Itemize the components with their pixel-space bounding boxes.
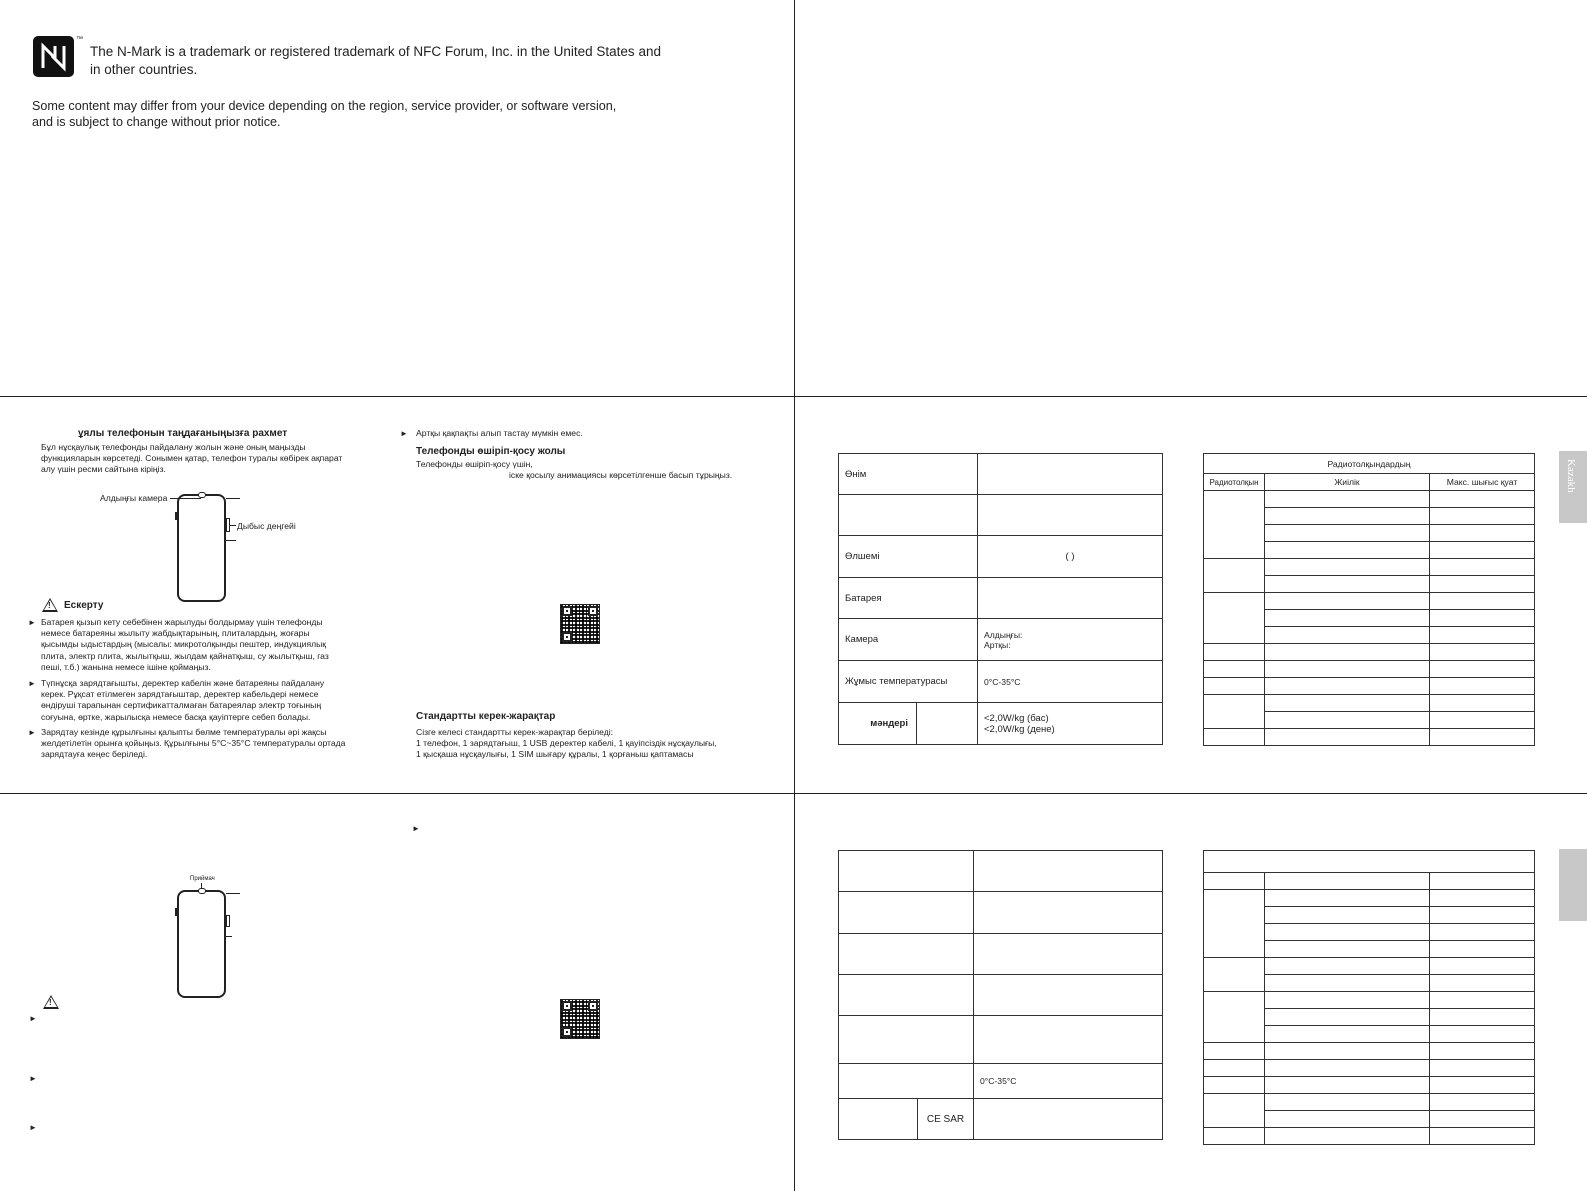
table-row: [839, 934, 1163, 975]
page-divider-horizontal-1: [0, 396, 1587, 397]
table-row: [839, 495, 1163, 536]
table-row: [839, 661, 1163, 703]
nmark-line-1: The N-Mark is a trademark or registered trademark of NFC Forum, Inc. in the United States and: [90, 44, 661, 59]
table-row: [839, 1099, 1163, 1140]
table-row: [839, 851, 1163, 892]
table-row: [1204, 873, 1535, 890]
warning-item: [41, 678, 324, 723]
spec-table: [838, 453, 1163, 745]
accessories-line: Сізге келесі стандартты керек-жарақтар беріледі:: [416, 727, 614, 737]
radio-header: Радиотолқын: [1204, 474, 1265, 491]
spec-value: [978, 495, 1163, 536]
side-slot: [175, 908, 177, 916]
accessories-title: Стандартты керек-жарақтар: [416, 711, 556, 722]
warning-line: Түпнұсқа зарядтағышты, деректер кабелін және батареяны пайдалану: [41, 678, 325, 688]
language-side-tab: [1559, 451, 1587, 523]
radio-header: Макс. шығыс қуат: [1430, 474, 1535, 491]
warning-title: Ескерту: [64, 600, 104, 611]
warning-line: плита, электр плита, жылытқыш, жылдам қайнатқыш, су жылытқыш, газ: [41, 650, 329, 661]
volume-button: [226, 915, 230, 927]
accessories-list: [416, 727, 717, 761]
qr-code: [560, 999, 600, 1039]
warning-item: [41, 617, 329, 673]
nfc-n-mark-logo: [33, 36, 74, 77]
notice-line-2: and is subject to change without prior notice.: [32, 115, 281, 129]
bullet-arrow-icon: ►: [29, 1014, 37, 1023]
nmark-line-2: in other countries.: [90, 62, 198, 77]
bullet-arrow-icon: ►: [29, 1123, 37, 1132]
language-side-tab: [1559, 849, 1587, 921]
spec-label: Өлшемі: [839, 536, 978, 578]
qr-code: [560, 604, 600, 644]
intro-line: Бұл нұсқаулық телефонды пайдалану жолын және оның маңызды: [41, 442, 306, 452]
table-row: [839, 619, 1163, 661]
radio-table: [1203, 850, 1535, 1145]
bullet-arrow-icon: ►: [28, 618, 36, 627]
warning-line: немесе батареяны жылыту жабдықтарының, плиталардың, жоғары: [41, 628, 310, 639]
table-row: [1204, 851, 1535, 873]
page-divider-horizontal-2: [0, 793, 1587, 794]
n-mark-icon: [33, 36, 74, 77]
spec-value: 0°C-35°C: [974, 1064, 1163, 1099]
intro-paragraph: [41, 442, 342, 476]
tm-symbol: ™: [76, 36, 83, 43]
spec-value: <2,0W/kg (бас) <2,0W/kg (дене): [978, 703, 1163, 745]
spec-value: 0°C-35°C: [978, 661, 1163, 703]
thank-you-title: ұялы телефонын таңдағаныңызға рахмет: [78, 428, 288, 439]
notice-line-1: Some content may differ from your device depending on the region, service provider, or software version,: [32, 99, 617, 113]
spec-label: [839, 495, 978, 536]
spec-value: Алдыңғы: Артқы:: [978, 619, 1163, 661]
warning-line: пеші, т.б.) жанына немесе ішіне қоймаңыз.: [41, 661, 211, 672]
receiver-pointer: [201, 883, 202, 889]
spec-value: [978, 578, 1163, 619]
table-row: [839, 536, 1163, 578]
spec-label: Өнім: [839, 454, 978, 495]
onoff-title: Телефонды өшіріп-қосу жолы: [416, 446, 566, 457]
content-notice: [32, 98, 616, 130]
warning-line: өндіруші тарапынан сертификатталмаған батареялар электр тоғының: [41, 700, 322, 711]
warning-line: қысымды ыдыстардың (мысалы: микротолқынды пештер, индукциялық: [41, 639, 327, 650]
phone-diagram: [177, 890, 226, 998]
intro-line: функцияларын көрсетеді. Сонымен қатар, телефон туралы көбірек ақпарат: [41, 453, 343, 464]
warning-item: [41, 727, 345, 761]
power-pointer: [226, 936, 232, 937]
language-tab-label: Kazakh: [1565, 459, 1577, 493]
spec-label: Батарея: [839, 578, 978, 619]
table-row: [839, 578, 1163, 619]
bullet-arrow-icon: ►: [400, 429, 408, 438]
bullet-arrow-icon: ►: [412, 824, 420, 833]
table-row: [839, 454, 1163, 495]
bullet-arrow-icon: ►: [29, 1074, 37, 1083]
spec-value: ( ): [978, 536, 1163, 578]
table-row: [839, 892, 1163, 934]
table-row: [839, 1064, 1163, 1099]
warning-line: Зарядтау кезінде құрылғыны қалыпты бөлме температуралы әрі жақсы: [41, 727, 327, 737]
spec-label: Жұмыс температурасы: [839, 661, 978, 703]
accessories-line: 1 телефон, 1 зарядтағыш, 1 USB деректер кабелі, 1 қауіпсіздік нұсқаулығы,: [416, 738, 717, 749]
warning-line: керек. Рұқсат етілмеген зарядтағыштар, деректер кабельдері немесе: [41, 689, 319, 700]
page-divider-vertical: [794, 0, 795, 1191]
receiver-label: Приймач: [190, 876, 215, 882]
bullet-arrow-icon: ►: [28, 679, 36, 688]
onoff-line-1: Телефонды өшіріп-қосу үшін,: [416, 459, 533, 469]
table-row: [839, 703, 1163, 745]
onoff-line-2: іске қосылу анимациясы көрсетілгенше басып тұрыңыз.: [509, 470, 733, 480]
table-row: [839, 1016, 1163, 1064]
radio-header: Жиілік: [1265, 474, 1430, 491]
spec-label: Камера: [839, 619, 978, 661]
radio-title: Радиотолқындардың: [1204, 454, 1535, 474]
bullet-arrow-icon: ►: [28, 728, 36, 737]
top-edge-pointer: [226, 893, 240, 894]
ce-sar-label: CE SAR: [917, 1099, 973, 1139]
table-row: [1204, 454, 1535, 474]
front-camera-notch: [198, 888, 206, 894]
volume-pointer: [230, 525, 236, 526]
warning-line: Батарея қызып кету себебінен жарылуды болдырмау үшін телефонды: [41, 617, 323, 627]
top-edge-pointer: [226, 498, 240, 499]
volume-label: Дыбыс деңгейі: [237, 521, 296, 531]
warning-line: соғуына, өртке, жарылысқа немесе басқа қауіптерге себеп болады.: [41, 711, 311, 722]
warning-icon: [43, 995, 59, 1009]
front-camera-label: Алдыңғы камера: [100, 493, 168, 503]
warning-icon: [42, 598, 58, 612]
power-pointer: [226, 540, 236, 541]
side-slot: [175, 512, 177, 520]
intro-line: алу үшін ресми сайтына кіріңіз.: [41, 464, 166, 475]
spec-label: [839, 703, 978, 745]
spec-table: [838, 850, 1163, 1140]
table-row: [839, 975, 1163, 1016]
warning-line: зарядтауға кеңес беріледі.: [41, 749, 148, 760]
phone-diagram: [177, 494, 226, 602]
warning-line: желдетілетін орынға қойыңыз. Құрылғыны 5°C~35°C температуралы ортада: [41, 738, 346, 749]
back-cover-note: Артқы қақпақты алып тастау мүмкін емес.: [416, 428, 583, 438]
radio-table: [1203, 453, 1535, 746]
nmark-trademark-text: [90, 43, 661, 79]
table-row: [1204, 474, 1535, 491]
spec-value: [978, 454, 1163, 495]
accessories-line: 1 қысқаша нұсқаулығы, 1 SIM шығару құралы, 1 қорғаныш қаптамасы: [416, 749, 694, 760]
front-camera-pointer: [170, 498, 201, 499]
sar-label: мәндері: [870, 718, 908, 729]
